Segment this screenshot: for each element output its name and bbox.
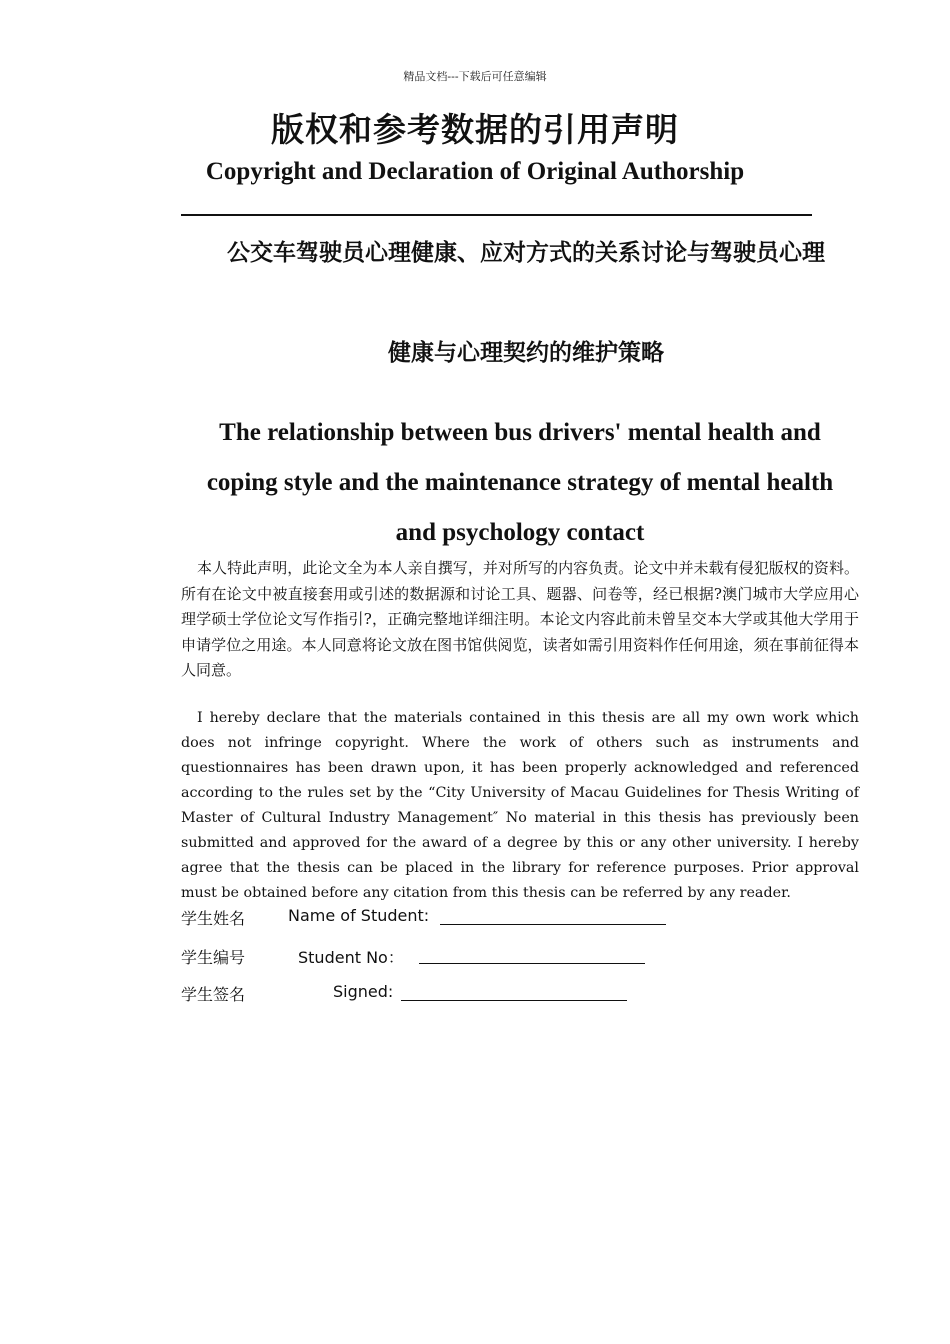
student-number-label-cn: 学生编号: [181, 948, 246, 967]
student-name-label-cn: 学生姓名: [181, 909, 246, 928]
student-name-label-en: Name of Student:: [288, 906, 430, 925]
student-signed-blank[interactable]: [401, 1000, 627, 1001]
declaration-cn: 本人特此声明，此论文全为本人亲自撰写，并对所写的内容负责。论文中并未载有侵犯版权的资料。所有在论文中被直接套用或引述的数据源和讨论工具、题器、问卷等，经已根据?澳门城市大学应用心理学硕士学位论文写作指引?，正确完整地详细注明。本论文内容此前未曾呈交本大学或其他大学用于申请学位之用途。本人同意将论文放在图书馆供阅览，读者如需引用资料作任何用途，须在事前征得本人同意。: [181, 559, 859, 679]
thesis-title-en-line2: coping style and the maintenance strategy of mental health: [206, 469, 834, 496]
page-title-en: Copyright and Declaration of Original Authorship: [205, 158, 745, 185]
title-divider: [181, 214, 812, 216]
thesis-title-en: [181, 408, 859, 558]
thesis-title-en-line1: The relationship between bus drivers' mental health and: [219, 419, 821, 446]
thesis-title-cn-line1: 公交车驾驶员心理健康、应对方式的关系讨论与驾驶员心理: [227, 240, 825, 266]
thesis-title-en-line3: and psychology contact: [395, 519, 645, 546]
student-signed-label-cn: 学生签名: [181, 985, 246, 1004]
student-name-blank[interactable]: [440, 924, 666, 925]
student-number-blank[interactable]: [419, 963, 645, 964]
declaration-en: I hereby declare that the materials contained in this thesis are all my own work which does not infringe copyright. Where the work of others such as instruments and questionnaires has been drawn upon, it has been properly acknowledged and referenced according to the rules set by the “City University of Macau Guidelines for Thesis Writing of Master of Cultural Industry Management″ No material in this thesis has previously been submitted and approved for the award of a degree by this or any other university. I hereby agree that the thesis can be placed in the library for reference purposes. Prior approval must be obtained before any citation from this thesis can be referred by any reader.: [181, 710, 859, 901]
page-title-cn: 版权和参考数据的引用声明: [271, 110, 679, 149]
thesis-title-cn-line2: 健康与心理契约的维护策略: [388, 340, 664, 366]
student-number-label-en: Student No：: [298, 948, 404, 967]
header-note: 精品文档---下载后可任意编辑: [403, 70, 547, 83]
student-signed-label-en: Signed:: [333, 982, 394, 1001]
